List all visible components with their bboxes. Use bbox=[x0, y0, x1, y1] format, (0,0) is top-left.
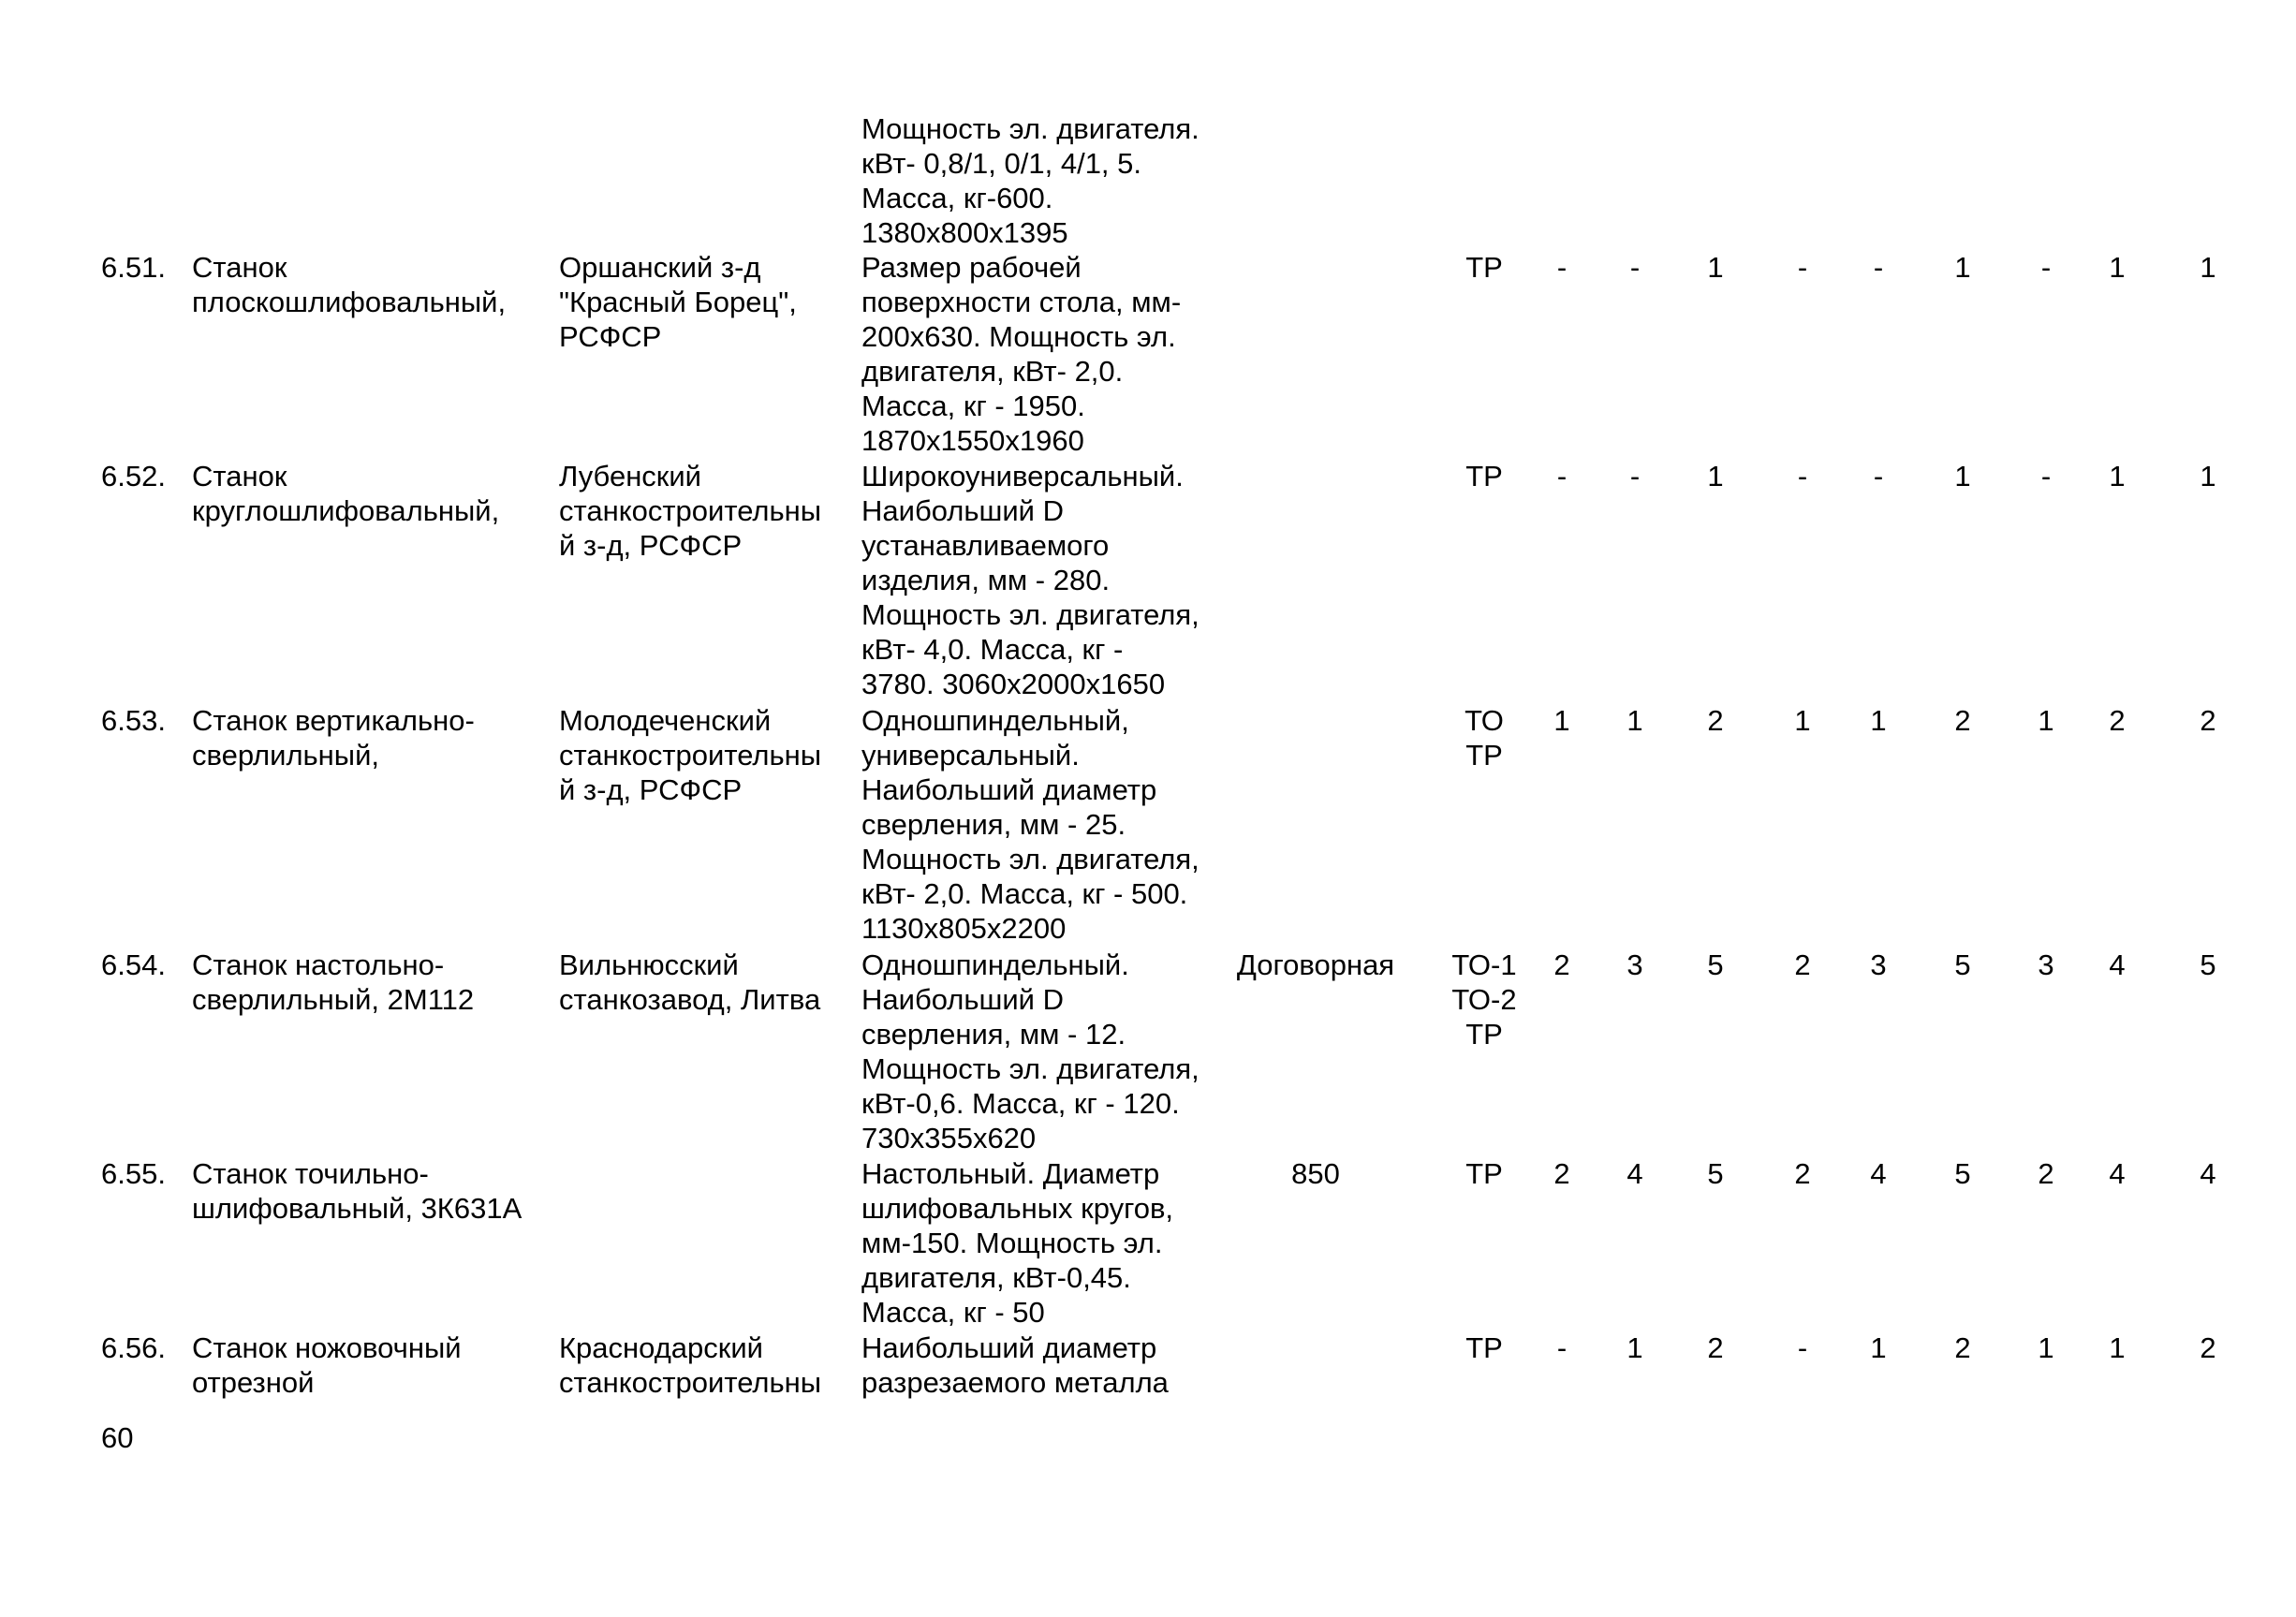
quantity-cell: - bbox=[2040, 251, 2052, 284]
quantity-cell: - bbox=[1556, 1331, 1567, 1364]
quantity-cell: 4 bbox=[2200, 1157, 2216, 1190]
row-number: 6.54. bbox=[101, 948, 166, 981]
quantity-cell: 2 bbox=[1794, 948, 1811, 981]
quantity-cell: 4 bbox=[2109, 1157, 2126, 1190]
specification: Одношпиндельный. Наибольший D сверления, мм - 12. Мощность эл. двигателя, кВт-0,6. Масса, кг - 120. 730х355х620 bbox=[861, 948, 1200, 1154]
row-number: 6.51. bbox=[101, 251, 166, 284]
quantity-cell: 1 bbox=[2109, 251, 2126, 284]
manufacturer: Оршанский з-д "Красный Борец", РСФСР bbox=[559, 251, 797, 353]
specification: Наибольший диаметр разрезаемого металла bbox=[861, 1331, 1169, 1399]
specification: Размер рабочей поверхности стола, мм- 200х630. Мощность эл. двигателя, кВт- 2,0. Масса, кг - 1950. 1870х1550х1960 bbox=[861, 251, 1182, 457]
quantity-cell: 1 bbox=[2109, 1331, 2126, 1364]
quantity-cell: - bbox=[1797, 460, 1808, 492]
specification: Одношпиндельный, универсальный. Наибольший диаметр сверления, мм - 25. Мощность эл. двигателя, кВт- 2,0. Масса, кг - 500. 1130х805х2200 bbox=[861, 704, 1200, 945]
quantity-cell: - bbox=[1556, 460, 1567, 492]
quantity-cell: 1 bbox=[1794, 704, 1811, 737]
equipment-name: Станок настольно- сверлильный, 2М112 bbox=[192, 948, 475, 1016]
quantity-cell: 2 bbox=[2109, 704, 2126, 737]
equipment-name: Станок плоскошлифовальный, bbox=[192, 251, 507, 318]
quantity-cell: 5 bbox=[2200, 948, 2216, 981]
quantity-cell: - bbox=[1556, 251, 1567, 284]
quantity-cell: 5 bbox=[1707, 1157, 1724, 1190]
quantity-cell: 2 bbox=[1553, 948, 1570, 981]
quantity-cell: 5 bbox=[1954, 948, 1971, 981]
quantity-cell: 5 bbox=[1954, 1157, 1971, 1190]
manufacturer: Краснодарский станкостроительны bbox=[559, 1331, 822, 1399]
quantity-cell: 2 bbox=[2038, 1157, 2054, 1190]
quantity-cell: 4 bbox=[2109, 948, 2126, 981]
quantity-cell: 2 bbox=[1794, 1157, 1811, 1190]
quantity-cell: 3 bbox=[1870, 948, 1887, 981]
quantity-cell: - bbox=[1629, 460, 1641, 492]
quantity-cell: 2 bbox=[1707, 704, 1724, 737]
maintenance-type: ТР bbox=[1465, 251, 1503, 284]
quantity-cell: - bbox=[1797, 251, 1808, 284]
price: Договорная bbox=[1236, 948, 1395, 981]
quantity-cell: - bbox=[1629, 251, 1641, 284]
quantity-cell: 1 bbox=[2200, 251, 2216, 284]
row-number: 6.55. bbox=[101, 1157, 166, 1190]
row-number: 6.52. bbox=[101, 460, 166, 492]
quantity-cell: 1 bbox=[1870, 704, 1887, 737]
maintenance-type: ТР bbox=[1465, 460, 1503, 492]
maintenance-type: ТО ТР bbox=[1464, 704, 1504, 772]
manufacturer: Вильнюсский станкозавод, Литва bbox=[559, 948, 821, 1016]
maintenance-type: ТО-1 ТО-2 ТР bbox=[1451, 948, 1517, 1051]
quantity-cell: 4 bbox=[1626, 1157, 1643, 1190]
maintenance-type: ТР bbox=[1465, 1331, 1503, 1364]
maintenance-type: ТР bbox=[1465, 1157, 1503, 1190]
quantity-cell: 1 bbox=[1553, 704, 1570, 737]
equipment-name: Станок круглошлифовальный, bbox=[192, 460, 500, 527]
price: 850 bbox=[1291, 1157, 1340, 1190]
quantity-cell: 2 bbox=[1954, 704, 1971, 737]
quantity-cell: 1 bbox=[1954, 460, 1971, 492]
quantity-cell: - bbox=[1873, 460, 1884, 492]
equipment-name: Станок ножовочный отрезной bbox=[192, 1331, 462, 1399]
intro-description: Мощность эл. двигателя. кВт- 0,8/1, 0/1, 4/1, 5. Масса, кг-600. 1380х800х1395 bbox=[861, 112, 1200, 249]
quantity-cell: 1 bbox=[2038, 704, 2054, 737]
quantity-cell: 4 bbox=[1870, 1157, 1887, 1190]
quantity-cell: 2 bbox=[1954, 1331, 1971, 1364]
quantity-cell: 2 bbox=[2200, 704, 2216, 737]
manufacturer: Молодеченский станкостроительны й з-д, РСФСР bbox=[559, 704, 822, 806]
quantity-cell: 1 bbox=[1707, 460, 1724, 492]
row-number: 6.53. bbox=[101, 704, 166, 737]
quantity-cell: 5 bbox=[1707, 948, 1724, 981]
quantity-cell: - bbox=[2040, 460, 2052, 492]
specification: Настольный. Диаметр шлифовальных кругов, мм-150. Мощность эл. двигателя, кВт-0,45. Масса, кг - 50 bbox=[861, 1157, 1174, 1329]
quantity-cell: 2 bbox=[2200, 1331, 2216, 1364]
quantity-cell: 3 bbox=[2038, 948, 2054, 981]
quantity-cell: 1 bbox=[2038, 1331, 2054, 1364]
quantity-cell: 1 bbox=[1707, 251, 1724, 284]
quantity-cell: - bbox=[1873, 251, 1884, 284]
quantity-cell: - bbox=[1797, 1331, 1808, 1364]
manufacturer: Лубенский станкостроительны й з-д, РСФСР bbox=[559, 460, 822, 562]
page-number: 60 bbox=[101, 1421, 134, 1454]
quantity-cell: 2 bbox=[1553, 1157, 1570, 1190]
equipment-name: Станок вертикально- сверлильный, bbox=[192, 704, 475, 772]
quantity-cell: 1 bbox=[1626, 1331, 1643, 1364]
row-number: 6.56. bbox=[101, 1331, 166, 1364]
quantity-cell: 2 bbox=[1707, 1331, 1724, 1364]
specification: Широкоуниверсальный. Наибольший D устанавливаемого изделия, мм - 280. Мощность эл. двигателя, кВт- 4,0. Масса, кг - 3780. 3060х2000х1650 bbox=[861, 460, 1200, 700]
quantity-cell: 1 bbox=[2109, 460, 2126, 492]
quantity-cell: 1 bbox=[2200, 460, 2216, 492]
quantity-cell: 1 bbox=[1626, 704, 1643, 737]
quantity-cell: 1 bbox=[1954, 251, 1971, 284]
quantity-cell: 3 bbox=[1626, 948, 1643, 981]
equipment-name: Станок точильно- шлифовальный, 3К631А bbox=[192, 1157, 522, 1225]
quantity-cell: 1 bbox=[1870, 1331, 1887, 1364]
